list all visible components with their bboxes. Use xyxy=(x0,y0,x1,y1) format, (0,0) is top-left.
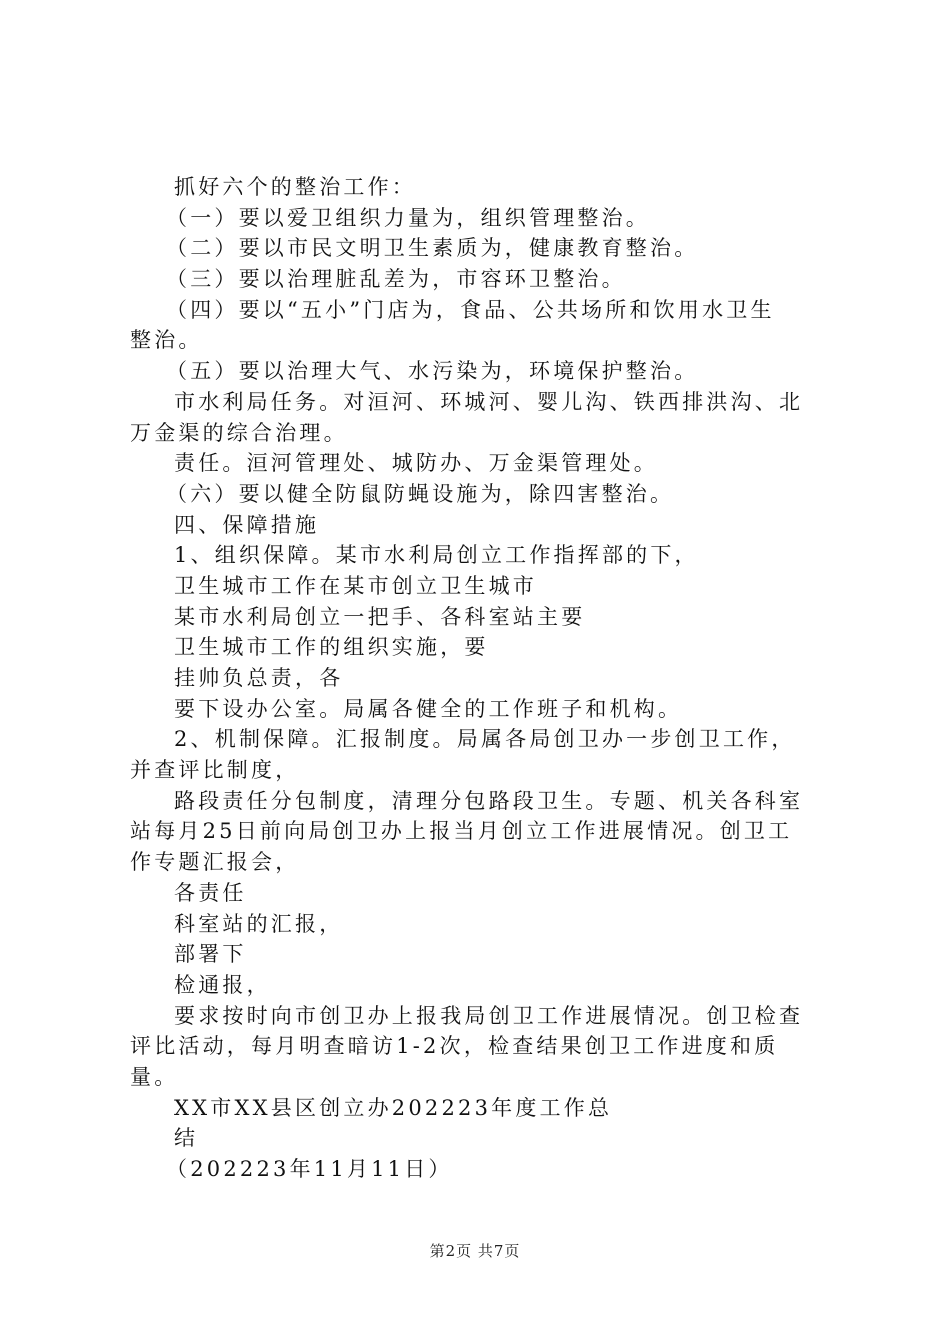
text-line: 挂帅负总责，各 xyxy=(174,666,344,690)
text-line: 四、保障措施 xyxy=(174,512,320,537)
text-line: 各责任 xyxy=(174,880,247,905)
text-line: （四）要以“五小”门店为，食品、公共场所和饮用水卫生 xyxy=(166,297,775,322)
document-body xyxy=(130,172,835,1185)
text-line: （202223年11月11日） xyxy=(166,1157,453,1181)
text-line: 抓好六个的整治工作： xyxy=(174,175,416,199)
text-line: 并查评比制度， xyxy=(130,758,300,783)
text-line: 作专题汇报会， xyxy=(130,850,300,875)
text-line: 2、机制保障。汇报制度。局属各局创卫办一步创卫工作， xyxy=(174,727,796,752)
page-footer xyxy=(0,1240,950,1261)
text-line: 市水利局任务。对洹河、环城河、婴儿沟、铁西排洪沟、北 xyxy=(174,389,804,414)
text-line: （二）要以市民文明卫生素质为，健康教育整治。 xyxy=(166,236,699,261)
text-line: （六）要以健全防鼠防蝇设施为，除四害整治。 xyxy=(166,481,675,506)
page-number-indicator: 第2页 共7页 xyxy=(429,1242,521,1260)
text-line: （一）要以爱卫组织力量为，组织管理整治。 xyxy=(166,205,650,230)
text-line: 1、组织保障。某市水利局创立工作指挥部的下， xyxy=(174,543,699,568)
text-line: 路段责任分包制度，清理分包路段卫生。专题、机关各科室 xyxy=(174,788,804,813)
text-line: 要下设办公室。局属各健全的工作班子和机构。 xyxy=(174,696,683,721)
text-line: 结 xyxy=(174,1126,199,1151)
text-line: 检通报， xyxy=(174,972,271,997)
text-line: 评比活动，每月明查暗访1-2次，检查结果创卫工作进度和质 xyxy=(130,1034,779,1059)
text-line: XX市XX县区创立办202223年度工作总 xyxy=(174,1095,613,1120)
text-line: 整治。 xyxy=(130,328,203,353)
text-line: 量。 xyxy=(130,1064,179,1089)
text-line: 要求按时向市创卫办上报我局创卫工作进展情况。创卫检查 xyxy=(174,1003,804,1028)
text-line: 责任。洹河管理处、城防办、万金渠管理处。 xyxy=(174,451,658,476)
text-line: 卫生城市工作在某市创立卫生城市 xyxy=(174,573,537,598)
text-line: 万金渠的综合治理。 xyxy=(130,420,348,445)
text-line: 某市水利局创立一把手、各科室站主要 xyxy=(174,604,586,629)
text-line: （五）要以治理大气、水污染为，环境保护整治。 xyxy=(166,359,699,384)
text-line: 科室站的汇报， xyxy=(174,911,344,936)
text-line: （三）要以治理脏乱差为，市容环卫整治。 xyxy=(166,267,626,292)
text-line: 站每月25日前向局创卫办上报当月创立工作进展情况。创卫工 xyxy=(130,819,793,844)
text-line: 部署下 xyxy=(174,942,247,967)
text-line: 卫生城市工作的组织实施，要 xyxy=(174,635,489,660)
